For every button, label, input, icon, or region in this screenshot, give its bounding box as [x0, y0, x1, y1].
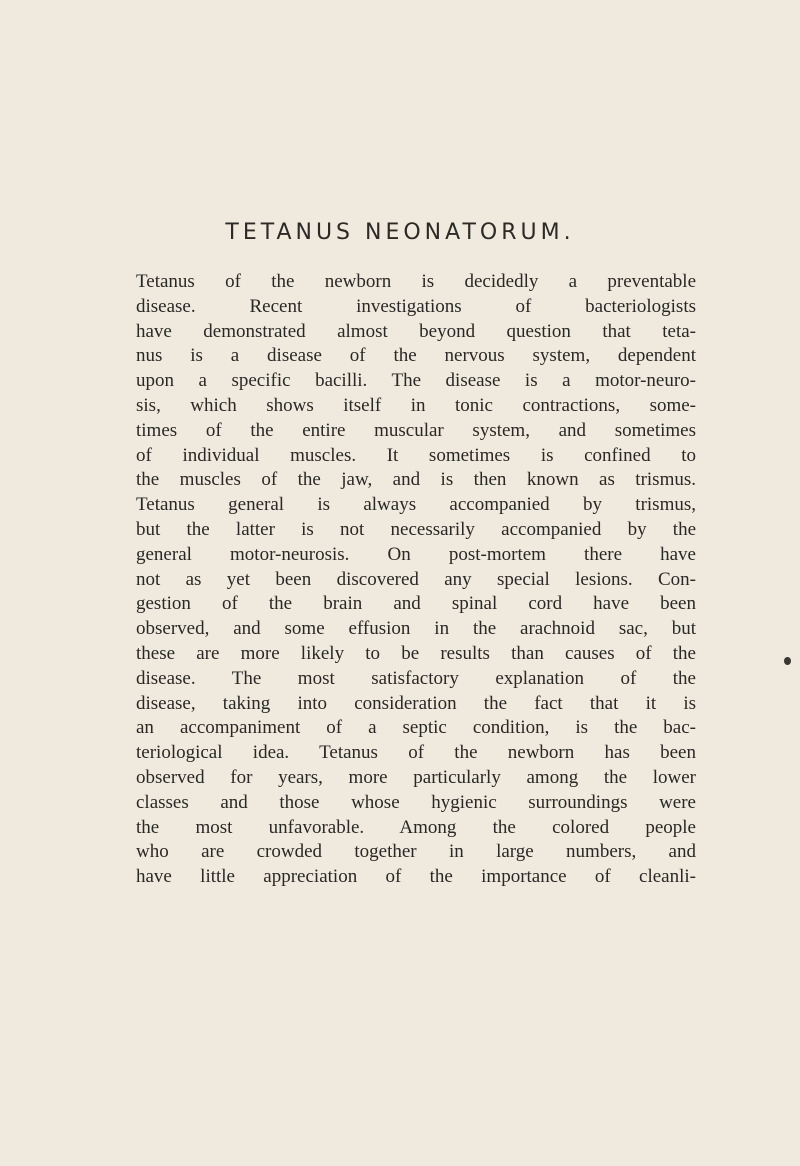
ink-spot: [784, 657, 791, 665]
text-line: Tetanus of the newborn is decidedly a preventable: [136, 271, 696, 292]
text-line: nus is a disease of the nervous system, dependent: [136, 345, 696, 367]
text-line: have demonstrated almost beyond question that teta-: [136, 320, 696, 342]
body-paragraph: [136, 270, 696, 890]
text-line: gestion of the brain and spinal cord have been: [136, 593, 696, 615]
document-title: TETANUS NEONATORUM.: [225, 220, 575, 245]
text-line: disease. The most satisfactory explanation of the: [136, 667, 696, 689]
text-line: the most unfavorable. Among the colored people: [136, 816, 696, 838]
text-line: not as yet been discovered any special lesions. Con-: [136, 568, 696, 590]
text-line: but the latter is not necessarily accompanied by the: [136, 518, 696, 540]
text-line: observed for years, more particularly among the lower: [136, 766, 696, 788]
text-line: observed, and some effusion in the arachnoid sac, but: [136, 618, 696, 640]
text-line: of individual muscles. It sometimes is confined to: [136, 444, 696, 466]
text-line: who are crowded together in large numbers, and: [136, 841, 696, 863]
text-line: teriological idea. Tetanus of the newborn has been: [136, 742, 696, 764]
text-line: upon a specific bacilli. The disease is a motor-neuro-: [136, 370, 696, 392]
text-line: general motor-neurosis. On post-mortem there have: [136, 543, 696, 565]
text-line: an accompaniment of a septic condition, is the bac-: [136, 717, 696, 739]
text-line: have little appreciation of the importance of cleanli-: [136, 866, 696, 888]
text-line: the muscles of the jaw, and is then known as trismus.: [136, 469, 696, 491]
text-line: disease, taking into consideration the fact that it is: [136, 692, 696, 714]
text-line: disease. Recent investigations of bacteriologists: [136, 295, 696, 317]
text-line: Tetanus general is always accompanied by trismus,: [136, 494, 696, 516]
text-line: these are more likely to be results than causes of the: [136, 642, 696, 664]
text-line: times of the entire muscular system, and sometimes: [136, 419, 696, 441]
text-line: sis, which shows itself in tonic contractions, some-: [136, 394, 696, 416]
text-line: classes and those whose hygienic surroundings were: [136, 791, 696, 813]
